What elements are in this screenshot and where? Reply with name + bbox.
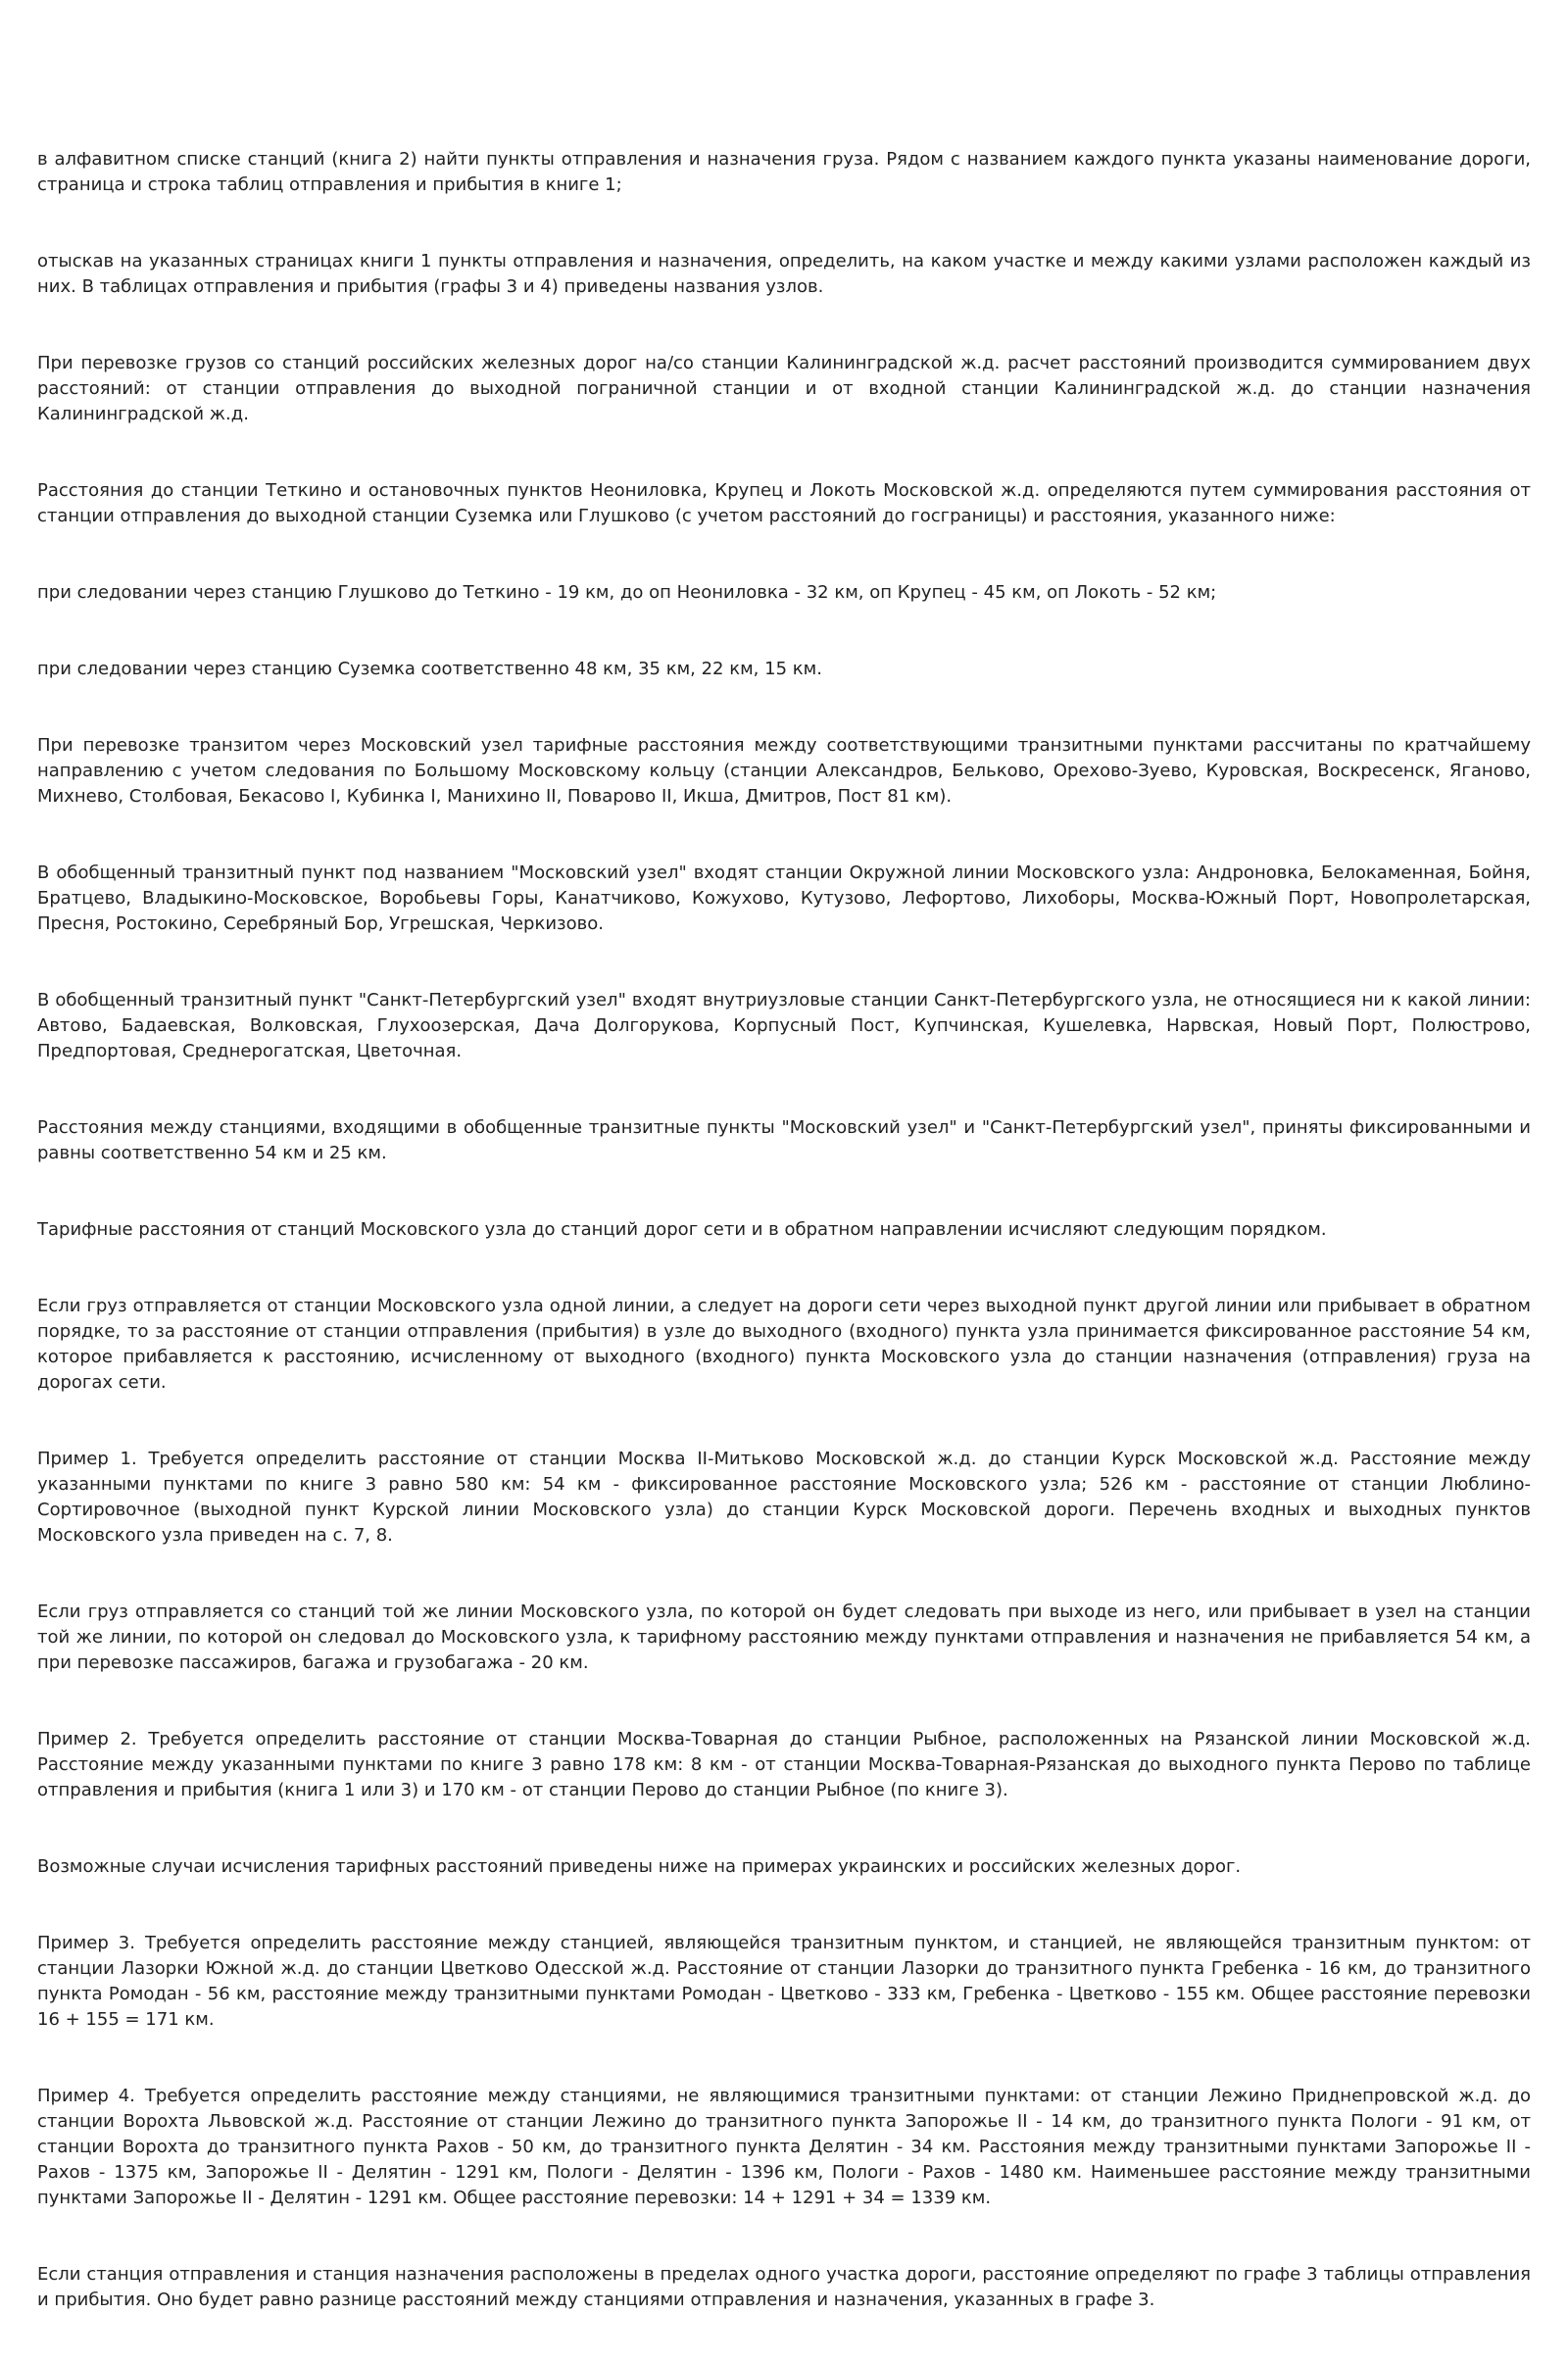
paragraph: Пример 4. Требуется определить расстояние между станциями, не являющимися транзитными пунктами: от станции Лежино Приднепровской ж.д. до станции Ворохта Львовской ж.д. Расстояние от станции Лежино до транзитного пункта Запорожье II - 14 км, до транзитного пункта Пологи - 91 км, от станции Ворохта до транзитного пункта Рахов - 50 км, до транзитного пункта Делятин - 34 км. Расстояния между транзитными пунктами Запорожье II - Рахов - 1375 км, Запорожье II - Делятин - 1291 км, Пологи - Делятин - 1396 км, Пологи - Рахов - 1480 км. Наименьшее расстояние между транзитными пунктами Запорожье II - Делятин - 1291 км. Общее расстояние перевозки: 14 + 1291 + 34 = 1339 км.	[37, 2086, 1531, 2208]
paragraph: Тарифные расстояния от станций Московского узла до станций дорог сети и в обратном направлении исчисляют следующим порядком.	[37, 1219, 1327, 1240]
paragraph: в алфавитном списке станций (книга 2) найти пункты отправления и назначения груза. Рядом с названием каждого пункта указаны наименование дороги, страница и строка таблиц отправления и прибытия в книге 1;	[37, 149, 1531, 195]
paragraph: Расстояния до станции Теткино и остановочных пунктов Неониловка, Крупец и Локоть Московской ж.д. определяются путем суммирования расстояния от станции отправления до выходной станции Суземка или Глушково (с учетом расстояний до госграницы) и расстояния, указанного ниже:	[37, 480, 1531, 526]
paragraph: отыскав на указанных страницах книги 1 пункты отправления и назначения, определить, на каком участке и между какими узлами расположен каждый из них. В таблицах отправления и прибытия (графы 3 и 4) приведены названия узлов.	[37, 251, 1531, 297]
paragraph: при следовании через станцию Глушково до Теткино - 19 км, до оп Неониловка - 32 км, оп Крупец - 45 км, оп Локоть - 52 км;	[37, 582, 1217, 603]
paragraph: Возможные случаи исчисления тарифных расстояний приведены ниже на примерах украинских и российских железных дорог.	[37, 1856, 1242, 1877]
paragraph: В обобщенный транзитный пункт "Санкт-Петербургский узел" входят внутриузловые станции Санкт-Петербургского узла, не относящиеся ни к какой линии: Автово, Бадаевская, Волковская, Глухоозерская, Дача Долгорукова, Корпусный Пост, Купчинская, Кушелевка, Нарвская, Новый Порт, Полюстрово, Предпортовая, Среднерогатская, Цветочная.	[37, 990, 1531, 1061]
paragraph: Если груз отправляется от станции Московского узла одной линии, а следует на дороги сети через выходной пункт другой линии или прибывает в обратном порядке, то за расстояние от станции отправления (прибытия) в узле до выходного (входного) пункта узла принимается фиксированное расстояние 54 км, которое прибавляется к расстоянию, исчисленному от выходного (входного) пункта Московского узла до станции назначения (отправления) груза на дорогах сети.	[37, 1296, 1531, 1393]
paragraph: Расстояния между станциями, входящими в обобщенные транзитные пункты "Московский узел" и "Санкт-Петербургский узел", приняты фиксированными и равны соответственно 54 км и 25 км.	[37, 1117, 1531, 1163]
paragraph: Если груз отправляется со станций той же линии Московского узла, по которой он будет следовать при выходе из него, или прибывает в узел на станции той же линии, по которой он следовал до Московского узла, к тарифному расстоянию между пунктами отправления и назначения не прибавляется 54 км, а при перевозке пассажиров, багажа и грузобагажа - 20 км.	[37, 1601, 1531, 1673]
paragraph: Пример 1. Требуется определить расстояние от станции Москва II-Митьково Московской ж.д. до станции Курск Московской ж.д. Расстояние между указанными пунктами по книге 3 равно 580 км: 54 км - фиксированное расстояние Московского узла; 526 км - расстояние от станции Люблино-Сортировочное (выходной пункт Курской линии Московского узла) до станции Курск Московской дороги. Перечень входных и выходных пунктов Московского узла приведен на с. 7, 8.	[37, 1449, 1531, 1546]
paragraph: при следовании через станцию Суземка соответственно 48 км, 35 км, 22 км, 15 км.	[37, 659, 822, 679]
paragraph: При перевозке транзитом через Московский узел тарифные расстояния между соответствующими транзитными пунктами рассчитаны по кратчайшему направлению с учетом следования по Большому Московскому кольцу (станции Александров, Бельково, Орехово-Зуево, Куровская, Воскресенск, Яганово, Михнево, Столбовая, Бекасово I, Кубинка I, Манихино II, Поварово II, Икша, Дмитров, Пост 81 км).	[37, 735, 1531, 807]
paragraph: Пример 3. Требуется определить расстояние между станцией, являющейся транзитным пунктом, и станцией, не являющейся транзитным пунктом: от станции Лазорки Южной ж.д. до станции Цветково Одесской ж.д. Расстояние от станции Лазорки до транзитного пункта Гребенка - 16 км, до транзитного пункта Ромодан - 56 км, расстояние между транзитными пунктами Ромодан - Цветково - 333 км, Гребенка - Цветково - 155 км. Общее расстояние перевозки 16 + 155 = 171 км.	[37, 1933, 1531, 2030]
document-page	[37, 147, 1531, 2364]
paragraph: Если станция отправления и станция назначения расположены в пределах одного участка дороги, расстояние определяют по графе 3 таблицы отправления и прибытия. Оно будет равно разнице расстояний между станциями отправления и назначения, указанных в графе 3.	[37, 2264, 1531, 2310]
paragraph: Пример 2. Требуется определить расстояние от станции Москва-Товарная до станции Рыбное, расположенных на Рязанской линии Московской ж.д. Расстояние между указанными пунктами по книге 3 равно 178 км: 8 км - от станции Москва-Товарная-Рязанская до выходного пункта Перово по таблице отправления и прибытия (книга 1 или 3) и 170 км - от станции Перово до станции Рыбное (по книге 3).	[37, 1729, 1531, 1800]
paragraph: В обобщенный транзитный пункт под названием "Московский узел" входят станции Окружной линии Московского узла: Андроновка, Белокаменная, Бойня, Братцево, Владыкино-Московское, Воробьевы Горы, Канатчиково, Кожухово, Кутузово, Лефортово, Лихоборы, Москва-Южный Порт, Новопролетарская, Пресня, Ростокино, Серебряный Бор, Угрешская, Черкизово.	[37, 862, 1531, 934]
paragraph: При перевозке грузов со станций российских железных дорог на/со станции Калининградской ж.д. расчет расстояний производится суммированием двух расстояний: от станции отправления до выходной пограничной станции и от входной станции Калининградской ж.д. до станции назначения Калининградской ж.д.	[37, 353, 1531, 424]
